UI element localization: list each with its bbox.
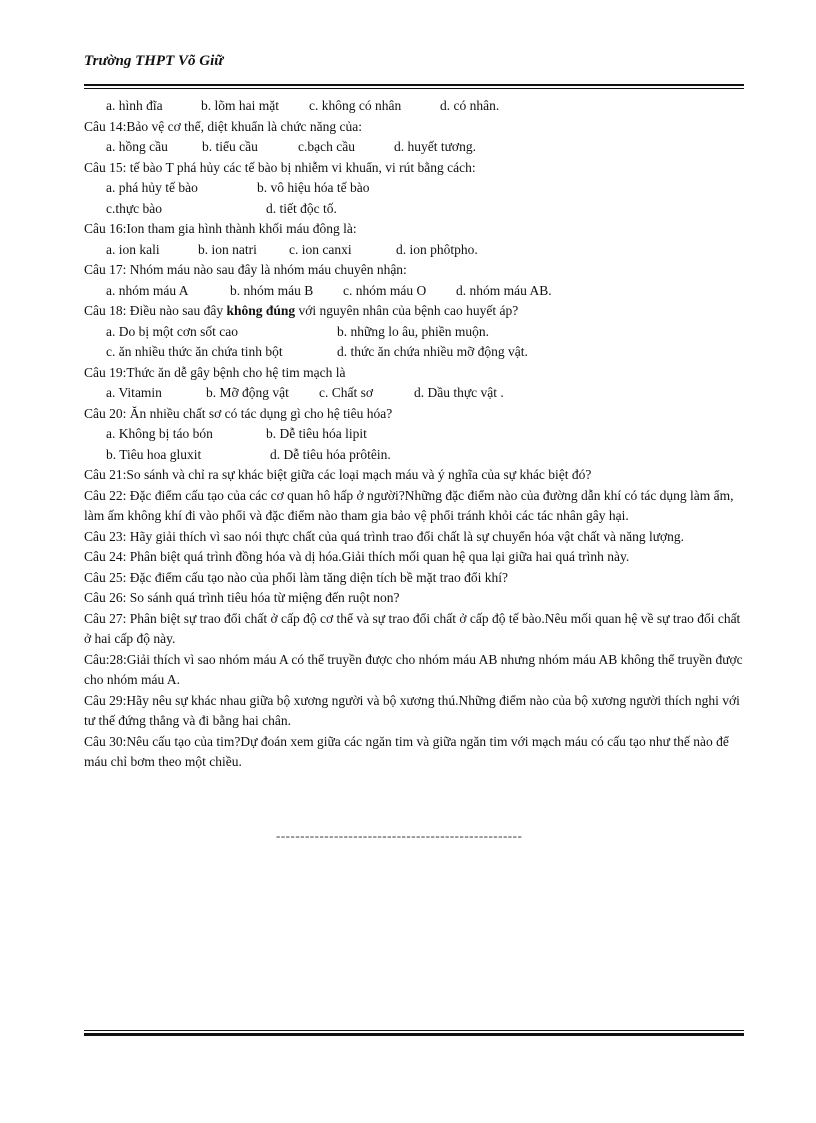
q13-option-d: d. có nhân. bbox=[440, 98, 500, 113]
q15-option-a: a. phá hủy tế bào bbox=[106, 180, 198, 195]
q14-option-b: b. tiểu cầu bbox=[202, 139, 258, 154]
question-27: Câu 27: Phân biệt sự trao đổi chất ở cấp độ cơ thể và sự trao đổi chất ở cấp độ tế bào.Nêu mối quan hệ về sự trao đổi chất ở hai cấp độ này. bbox=[84, 610, 741, 646]
footer-rule bbox=[84, 1030, 744, 1036]
q13-option-b: b. lõm hai mặt bbox=[201, 98, 279, 113]
question-18 bbox=[84, 301, 746, 322]
q18-option-a: a. Do bị một cơn sốt cao bbox=[106, 323, 238, 339]
q19-option-d: d. Dầu thực vật . bbox=[414, 385, 504, 400]
q18-options-row1 bbox=[84, 322, 746, 343]
question-23: Câu 23: Hãy giải thích vì sao nói thực chất của quá trình trao đổi chất là sự chuyển hóa vật chất và năng lượng. bbox=[84, 528, 685, 544]
question-17: Câu 17: Nhóm máu nào sau đây là nhóm máu chuyên nhận: bbox=[84, 262, 407, 277]
q18-options-row2 bbox=[84, 342, 746, 363]
q18-option-b: b. những lo âu, phiền muộn. bbox=[337, 323, 490, 339]
q16-options bbox=[84, 240, 746, 261]
q18-text-end: với nguyên nhân của bệnh cao huyết áp? bbox=[295, 303, 519, 318]
q18-option-d: d. thức ăn chứa nhiều mỡ động vật. bbox=[337, 344, 528, 359]
question-22: Câu 22: Đặc điểm cấu tạo của các cơ quan hô hấp ở người?Những đặc điểm nào của đường dẫn khí có tác dụng làm ẩm, làm ấm không khí đi vào phổi và đặc điểm nào tham gia bảo vệ phổi tránh khỏi các tác nhân gây hại. bbox=[84, 487, 734, 523]
question-24: Câu 24: Phân biệt quá trình đồng hóa và dị hóa.Giải thích mối quan hệ qua lại giữa hai quá trình này. bbox=[84, 549, 630, 564]
question-21: Câu 21:So sánh và chỉ ra sự khác biệt giữa các loại mạch máu và ý nghĩa của sự khác biệt đó? bbox=[84, 467, 592, 482]
question-28: Câu:28:Giải thích vì sao nhóm máu A có thể truyền được cho nhóm máu AB nhưng nhóm máu AB không thể truyền được cho nhóm máu A. bbox=[84, 651, 743, 687]
q17-option-a: a. nhóm máu A bbox=[106, 282, 189, 298]
end-separator: --------------------------------------------------- bbox=[276, 828, 523, 843]
q19-option-a: a. Vitamin bbox=[106, 385, 162, 400]
q17-option-b: b. nhóm máu B bbox=[230, 282, 314, 298]
q16-option-a: a. ion kali bbox=[106, 241, 160, 257]
q18-emphasis: không đúng bbox=[226, 303, 296, 318]
question-20: Câu 20: Ăn nhiều chất sơ có tác dụng gì cho hệ tiêu hóa? bbox=[84, 405, 393, 421]
q19-option-b: b. Mỡ động vật bbox=[206, 385, 289, 400]
question-30: Câu 30:Nêu cấu tạo của tim?Dự đoán xem giữa các ngăn tim và giữa ngăn tim với mạch máu có cấu tạo như thế nào để máu chỉ bơm theo một chiều. bbox=[84, 733, 729, 769]
q14-option-a: a. hồng cầu bbox=[106, 139, 168, 154]
question-19: Câu 19:Thức ăn dễ gây bệnh cho hệ tim mạch là bbox=[84, 364, 346, 380]
q20-options-row1 bbox=[84, 424, 746, 445]
q17-option-d: d. nhóm máu AB. bbox=[456, 282, 552, 298]
exam-content bbox=[84, 96, 746, 773]
q20-option-b: b. Dễ tiêu hóa lipit bbox=[266, 426, 367, 441]
q18-option-c: c. ăn nhiều thức ăn chứa tinh bột bbox=[106, 344, 283, 359]
question-15: Câu 15: tế bào T phá hủy các tế bào bị nhiễm vi khuẩn, vi rút bằng cách: bbox=[84, 159, 476, 175]
q20-option-b2: b. Tiêu hoa gluxit bbox=[106, 446, 202, 462]
q16-option-b: b. ion natri bbox=[198, 241, 257, 257]
q13-options bbox=[84, 96, 746, 117]
q15-option-d: d. tiết độc tố. bbox=[266, 200, 337, 216]
q14-option-d: d. huyết tương. bbox=[394, 139, 476, 154]
q18-text-start: Câu 18: Điều nào sau đây bbox=[84, 303, 227, 318]
question-14: Câu 14:Bảo vệ cơ thể, diệt khuẩn là chức năng của: bbox=[84, 118, 362, 134]
question-16: Câu 16:Ion tham gia hình thành khối máu đông là: bbox=[84, 221, 357, 236]
q15-option-b: b. vô hiệu hóa tế bào bbox=[257, 180, 370, 195]
q15-option-c: c.thực bào bbox=[106, 200, 163, 216]
q13-option-a: a. hình đĩa bbox=[106, 98, 163, 113]
q17-option-c: c. nhóm máu O bbox=[343, 282, 427, 298]
question-25: Câu 25: Đặc điểm cấu tạo nào của phổi làm tăng diện tích bề mặt trao đổi khí? bbox=[84, 569, 508, 585]
q17-options bbox=[84, 281, 746, 302]
q15-options-row1 bbox=[84, 178, 746, 199]
question-29: Câu 29:Hãy nêu sự khác nhau giữa bộ xương người và bộ xương thú.Những điểm nào của bộ xương người thích nghi với tư thế đứng thẳng và đi bằng hai chân. bbox=[84, 692, 740, 728]
q16-option-c: c. ion canxi bbox=[289, 241, 352, 257]
q20-option-d: d. Dễ tiêu hóa prôtêin. bbox=[270, 446, 391, 462]
q20-options-row2 bbox=[84, 445, 746, 466]
q15-options-row2 bbox=[84, 199, 746, 220]
q19-option-c: c. Chất sơ bbox=[319, 385, 374, 400]
header-rule bbox=[84, 84, 744, 89]
q19-options bbox=[84, 383, 746, 404]
q16-option-d: d. ion phôtpho. bbox=[396, 241, 478, 257]
q14-options bbox=[84, 137, 746, 158]
q14-option-c: c.bạch cầu bbox=[298, 139, 355, 154]
q13-option-c: c. không có nhân bbox=[309, 98, 402, 113]
school-header-title: Trường THPT Võ Giữ bbox=[84, 53, 224, 69]
question-26: Câu 26: So sánh quá trình tiêu hóa từ miệng đến ruột non? bbox=[84, 590, 400, 605]
q20-option-a: a. Không bị táo bón bbox=[106, 426, 213, 441]
